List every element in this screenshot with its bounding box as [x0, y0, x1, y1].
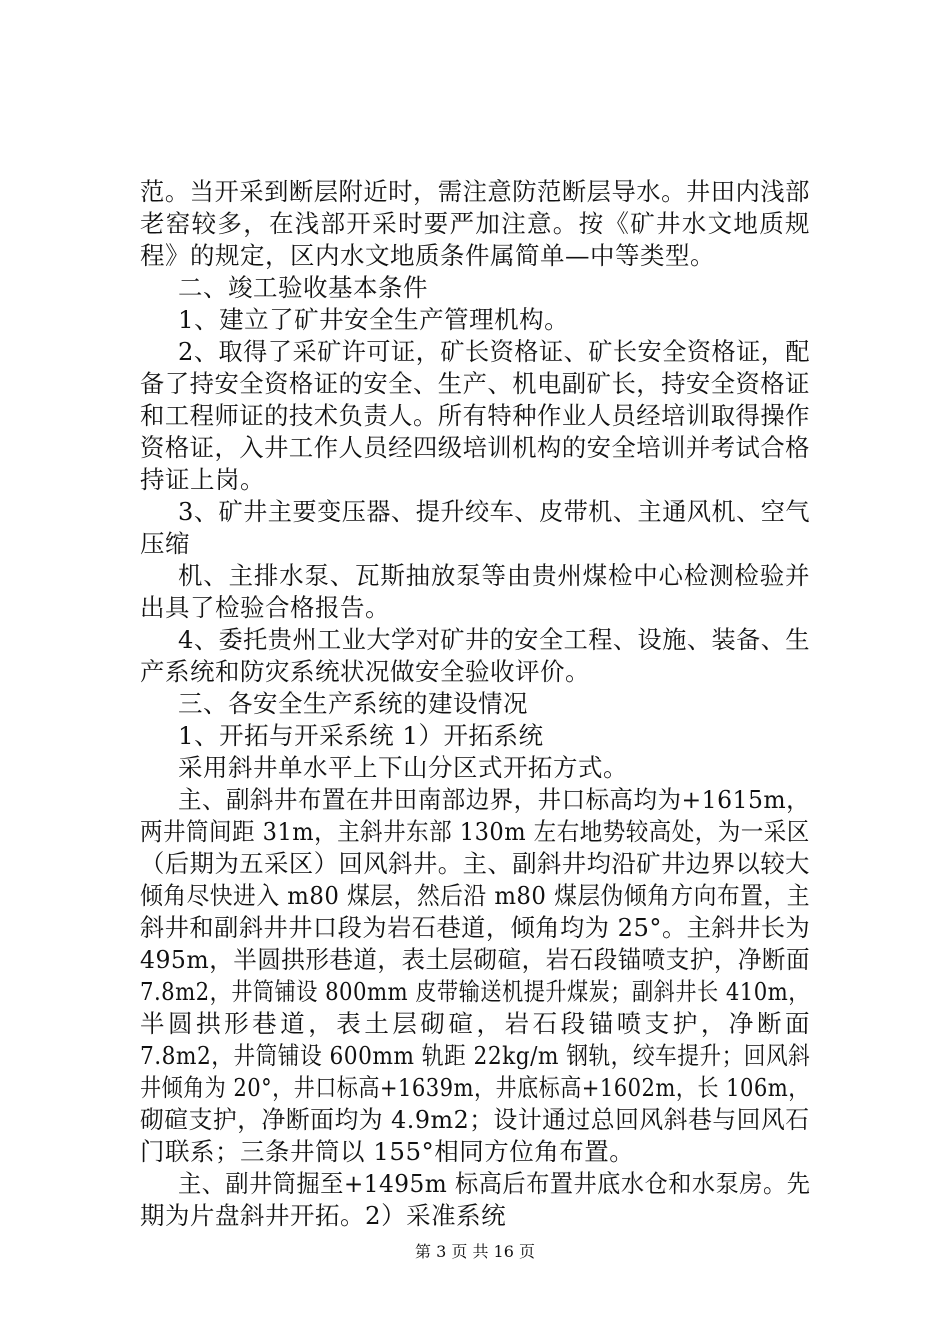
text-line: 7.8m2，井筒铺设 800mm 皮带输送机提升煤炭；副斜井长 410m，: [140, 977, 810, 1006]
text-line: 倾角尽快进入 m80 煤层，然后沿 m80 煤层伪倾角方向布置，主: [140, 881, 810, 910]
text-line: 和工程师证的技术负责人。所有特种作业人员经培训取得操作: [140, 401, 810, 430]
text-line: 3、矿井主要变压器、提升绞车、皮带机、主通风机、空气: [178, 497, 811, 526]
text-line: 斜井和副斜井井口段为岩石巷道，倾角均为 25°。主斜井长为: [140, 913, 811, 942]
text-line: 门联系；三条井筒以 155°相同方位角布置。: [140, 1137, 635, 1166]
text-line: 495m，半圆拱形巷道，表土层砌碹，岩石段锚喷支护，净断面: [140, 945, 810, 974]
text-line: 1、建立了矿井安全生产管理机构。: [178, 305, 570, 334]
text-line: 机、主排水泵、瓦斯抽放泵等由贵州煤检中心检测检验并: [178, 561, 811, 590]
text-line: 出具了检验合格报告。: [140, 593, 390, 622]
text-line: 三、各安全生产系统的建设情况: [178, 689, 528, 718]
text-line: 井倾角为 20°，井口标高+1639m，井底标高+1602m，长 106m，: [140, 1073, 810, 1102]
text-line: 备了持安全资格证的安全、生产、机电副矿长，持安全资格证: [140, 369, 810, 398]
text-line: 7.8m2，井筒铺设 600mm 轨距 22kg/m 钢轨，绞车提升；回风斜: [140, 1041, 811, 1070]
text-line: 二、竣工验收基本条件: [178, 273, 428, 302]
text-line: 老窑较多，在浅部开采时要严加注意。按《矿井水文地质规: [140, 209, 811, 238]
text-line: 采用斜井单水平上下山分区式开拓方式。: [178, 753, 628, 782]
text-line: 4、委托贵州工业大学对矿井的安全工程、设施、装备、生: [178, 625, 811, 654]
text-line: 砌碹支护，净断面均为 4.9m2；设计通过总回风斜巷与回风石: [140, 1105, 810, 1134]
text-line: 持证上岗。: [140, 465, 265, 494]
page-footer: 第 3 页 共 16 页: [415, 1242, 535, 1261]
text-line: 范。当开采到断层附近时，需注意防范断层导水。井田内浅部: [140, 177, 810, 206]
text-line: 1、开拓与开采系统 1）开拓系统: [178, 721, 544, 750]
text-line: 程》的规定，区内水文地质条件属简单—中等类型。: [140, 241, 715, 270]
text-line: 产系统和防灾系统状况做安全验收评价。: [140, 657, 590, 686]
text-line: 资格证，入井工作人员经四级培训机构的安全培训并考试合格: [140, 433, 810, 462]
text-line: 压缩: [140, 529, 190, 558]
text-line: 半圆拱形巷道，表土层砌碹，岩石段锚喷支护，净断面: [140, 1009, 814, 1038]
text-line: 主、副斜井布置在井田南部边界，井口标高均为+1615m，: [178, 785, 811, 814]
text-line: 2、取得了采矿许可证，矿长资格证、矿长安全资格证，配: [178, 337, 811, 366]
text-line: （后期为五采区）回风斜井。主、副斜井均沿矿井边界以较大: [140, 849, 810, 878]
text-line: 两井筒间距 31m，主斜井东部 130m 左右地势较高处，为一采区: [140, 817, 810, 846]
text-line: 主、副井筒掘至+1495m 标高后布置井底水仓和水泵房。先: [178, 1169, 811, 1198]
text-line: 期为片盘斜井开拓。2）采准系统: [140, 1201, 507, 1230]
